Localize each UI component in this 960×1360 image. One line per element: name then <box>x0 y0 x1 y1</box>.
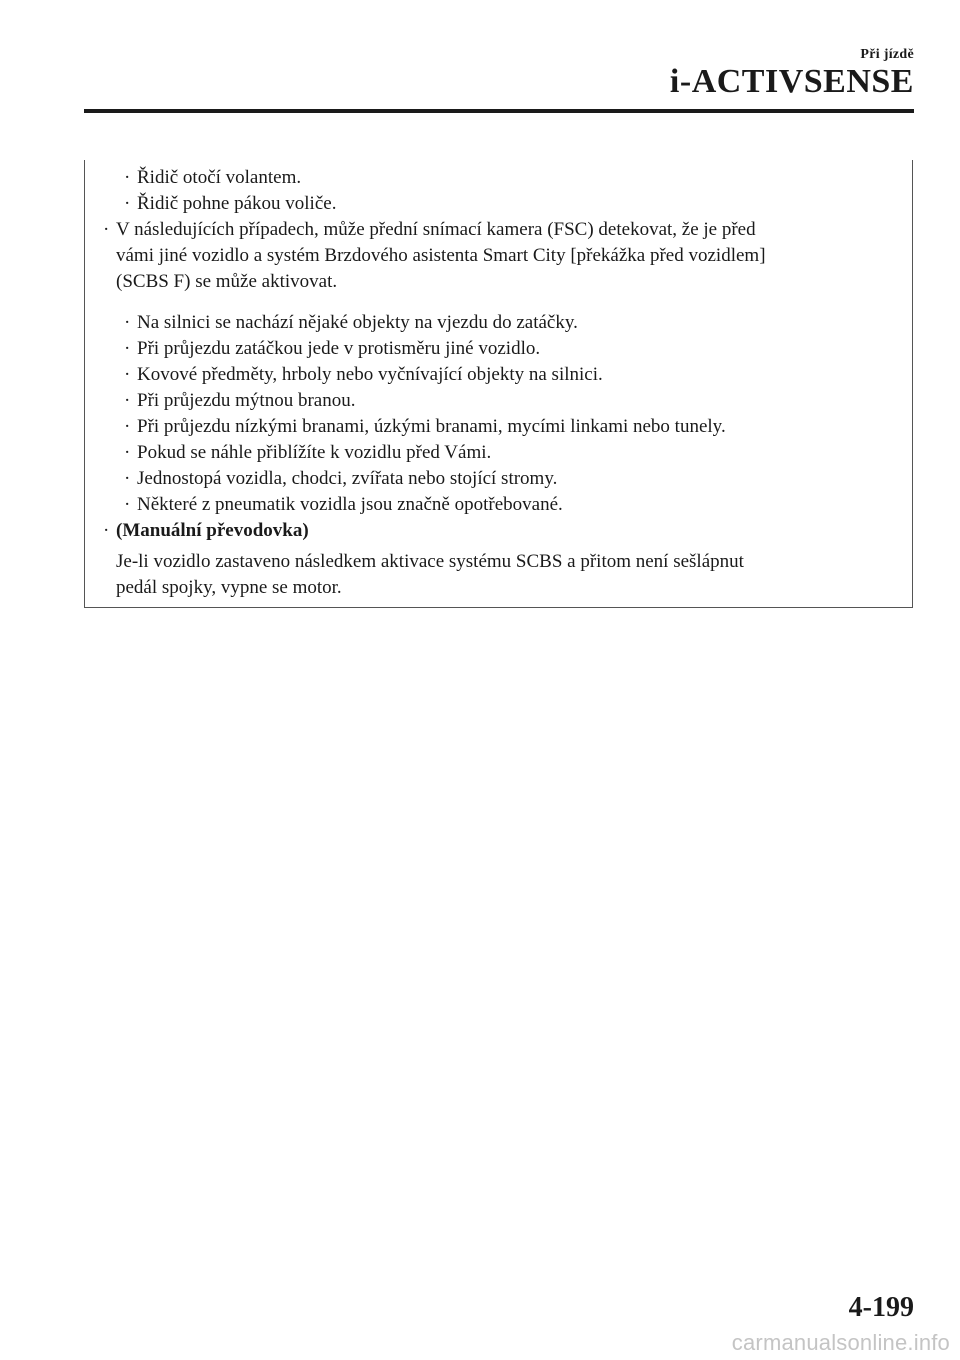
list-item: Při průjezdu zatáčkou jede v protisměru jiné vozidlo. <box>137 338 541 359</box>
list-item: Řidič pohne pákou voliče. <box>137 193 337 214</box>
watermark: carmanualsonline.info <box>731 1330 950 1355</box>
sub-bullet-dot: · <box>124 494 131 515</box>
chapter-title: i-ACTIVSENSE <box>669 63 914 100</box>
sub-bullet-dot: · <box>124 364 131 385</box>
paragraph-line: pedál spojky, vypne se motor. <box>116 577 342 598</box>
paragraph-line: vámi jiné vozidlo a systém Brzdového asistenta Smart City [překážka před vozidlem] <box>116 245 766 266</box>
paragraph-line: V následujících případech, může přední snímací kamera (FSC) detekovat, že je před <box>116 219 756 240</box>
list-item: Při průjezdu mýtnou branou. <box>137 390 356 411</box>
paragraph-line: Je-li vozidlo zastaveno následkem aktivace systému SCBS a přitom není sešlápnut <box>116 551 744 572</box>
subsection-heading: (Manuální převodovka) <box>116 520 309 541</box>
list-item: Na silnici se nachází nějaké objekty na vjezdu do zatáčky. <box>137 312 578 333</box>
list-item: Při průjezdu nízkými branami, úzkými branami, mycími linkami nebo tunely. <box>137 416 726 437</box>
section-label: Při jízdě <box>860 47 914 62</box>
sub-bullet-dot: · <box>124 193 131 214</box>
main-bullet-dot: · <box>103 520 110 541</box>
sub-bullet-dot: · <box>124 416 131 437</box>
sub-bullet-dot: · <box>124 468 131 489</box>
header-rule <box>84 109 914 113</box>
sub-bullet-dot: · <box>124 312 131 333</box>
main-bullet-dot: · <box>103 219 110 240</box>
list-item: Některé z pneumatik vozidla jsou značně opotřebované. <box>137 494 563 515</box>
list-item: Řidič otočí volantem. <box>137 167 302 188</box>
sub-bullet-dot: · <box>124 390 131 411</box>
sub-bullet-dot: · <box>124 338 131 359</box>
sub-bullet-dot: · <box>124 442 131 463</box>
list-item: Jednostopá vozidla, chodci, zvířata nebo stojící stromy. <box>137 468 558 489</box>
list-item: Pokud se náhle přiblížíte k vozidlu před Vámi. <box>137 442 492 463</box>
list-item: Kovové předměty, hrboly nebo vyčnívající objekty na silnici. <box>137 364 603 385</box>
paragraph-line: (SCBS F) se může aktivovat. <box>116 271 338 292</box>
page-number: 4-199 <box>848 1292 914 1323</box>
sub-bullet-dot: · <box>124 167 131 188</box>
